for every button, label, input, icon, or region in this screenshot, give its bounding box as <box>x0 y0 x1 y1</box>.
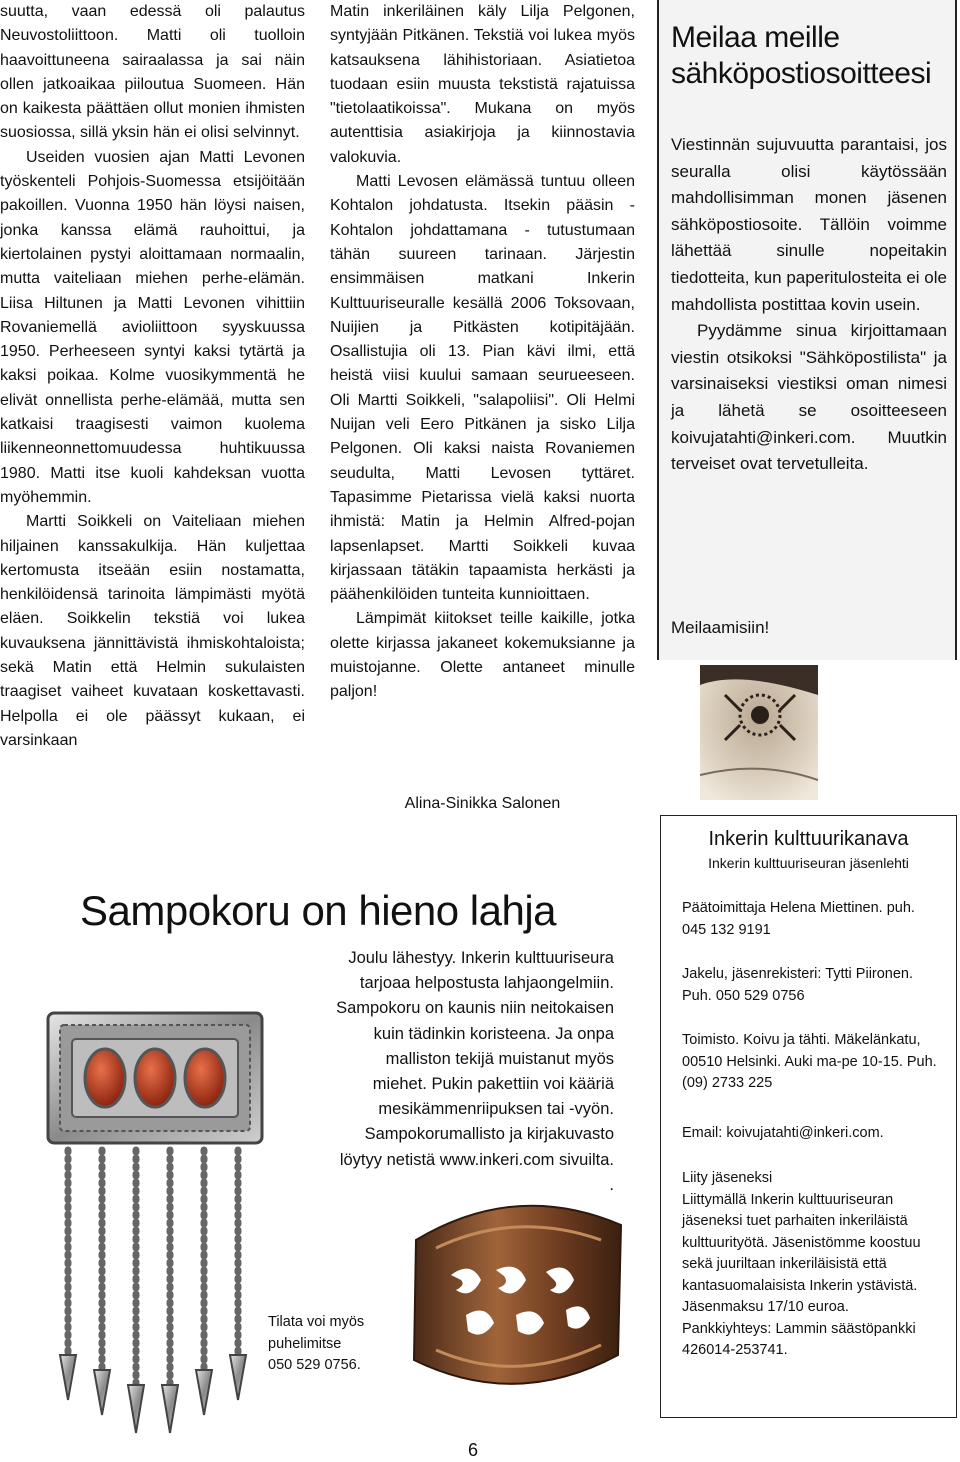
magazine-title: Inkerin kulttuurikanava <box>708 828 909 850</box>
article-paragraph: Matti Levosen elämässä tuntuu olleen Kohtalon johdatusta. Itsekin pääsin - Kohtalon johdattamana - tutustumaan tähän suureen tarinaan. Järjestin ensimmäisen matkani Inkerin Kulttuuriseuralle kesällä 2006 Toksovaan, Nuijien ja Pitkästen kotipitäjään. Osallistujia oli 13. Pian kävi ilmi, että heistä viisi kuului samaan seurueeseen. Oli Martti Soikkeli, "salapoliisi". Oli Helmi Nuijan veli Eero Pitkänen ja sisko Lilja Pelgonen. Oli kaksi naista Rovaniemen seudulta, Matti Levosen tyttäret. Tapasimme Pietarissa vielä kaksi nuorta ihmistä: Matin ja Helmin Alfred-pojan lapsenlapset. Martti Soikkeli kuvaa kirjassaan tätäkin tapaamista herkästi ja päähenkilöiden tunteita kunnioittaen. <box>330 173 635 604</box>
article-paragraph: Matin inkeriläinen käly Lilja Pelgonen, syntyjään Pitkänen. Tekstiä voi lukea myös katsauksena lähihistoriaan. Asiatietoa tuodaan esiin muusta tekstistä rajatuissa "tietolaatikoissa". Mukana on myös autenttisia asiakirjoja ja kiinnostavia valokuvia. <box>330 3 635 166</box>
sampokoru-line: tarjoaa helpostusta lahjaongelmiin. <box>359 974 614 993</box>
article-column-2 <box>330 0 635 705</box>
bank-info: Pankkiyhteys: Lammin säästöpankki 426014-253741. <box>682 1320 916 1358</box>
office-info: Toimisto. Koivu ja tähti. Mäkelänkatu, 00510 Helsinki. Auki ma-pe 10-15. Puh. (09) 2733 225 <box>682 1032 937 1091</box>
article-paragraph: Useiden vuosien ajan Matti Levonen työskenteli Pohjois-Suomessa etsijöitään pakoillen. Vuonna 1950 hän löysi naisen, jonka kanssa elämä rauhoittui, ja kiertolainen pystyi aloittamaan normaalin, mutta vaiteliaan miehen perhe-elämän. Liisa Hiltunen ja Matti Levonen vihittiin Rovaniemellä avioliittoon syyskuussa 1950. Perheeseen syntyi kaksi tytärtä ja kaksi poikaa. Kolme vuosikymmentä he elivät onnellista perhe-elämää, mutta sen katkaisi traagisesti vaimon kuolema liikenneonnettomuudessa huhtikuussa 1980. Matti itse kuoli kahdeksan vuotta myöhemmin. <box>0 148 305 506</box>
brooch-pendant-icon <box>40 1005 270 1440</box>
email-box-title <box>671 20 955 92</box>
sampokoru-line: Sampokorumallisto ja kirjakuvasto <box>364 1125 614 1144</box>
author-signature: Alina-Sinikka Salonen <box>404 795 561 812</box>
embroidery-icon <box>700 665 818 800</box>
article-column-1 <box>0 0 305 753</box>
article-paragraph: Lämpimät kiitokset teille kaikille, jotka olette kirjassa jakaneet kokemuksianne ja muistojanne. Olette antaneet minulle paljon! <box>330 610 635 701</box>
sampokoru-line: Joulu lähestyy. Inkerin kulttuuriseura <box>348 949 614 967</box>
email-box-paragraph: Viestinnän sujuvuutta parantaisi, jos seuralla olisi käytössään mahdollisimman monen jäsenen sähköpostiosoite. Tällöin voimme lähettää sinulle nopeitakin tiedotteita, kun paperitulosteita ei ole mahdollista postittaa kovin usein. <box>671 135 947 314</box>
membership-section <box>682 1168 940 1362</box>
page-number: 6 <box>468 1440 479 1460</box>
phone-number: 050 529 0756. <box>268 1357 361 1373</box>
order-phone-note <box>268 1312 398 1377</box>
email-box-sign: Meilaamisiin! <box>671 618 770 637</box>
magazine-info-box <box>660 815 957 1418</box>
sampokoru-line: malliston tekijä muistanut myös <box>385 1049 614 1068</box>
bronze-ring-icon <box>396 1180 636 1410</box>
article-paragraph: Martti Soikkeli on Vaiteliaan miehen hiljainen kanssakulkija. Hän kuljettaa kertomusta itseään esiin nostamatta, henkilöidensä tarinoita lämpimästi myötä eläen. Soikkelin tekstiä voi lukea kuvauksena jännittävistä ihmiskohtaloista; sekä Matin että Helmin sukulaisten traagiset vaiheet kuvataan koskettavasti. Helpolla ei ole päässyt kukaan, ei varsinkaan <box>0 513 305 749</box>
sampokoru-line: löytyy netistä www.inkeri.com sivuilta. <box>339 1150 614 1169</box>
sampokoru-line: kuin tädinkin koristeena. Ja onpa <box>373 1024 614 1043</box>
phone-line: puhelimitse <box>268 1335 342 1352</box>
email-box-title-line2: sähköpostiosoitteesi <box>671 57 932 90</box>
email-info: Email: koivujatahti@inkeri.com. <box>682 1125 884 1141</box>
sampokoru-title: Sampokoru on hieno lahja <box>80 887 557 934</box>
distribution-info: Jakelu, jäsenrekisteri: Tytti Piironen. Puh. 050 529 0756 <box>682 966 914 1004</box>
sampokoru-line: mesikämmenriipuksen tai -vyön. <box>378 1100 614 1119</box>
email-box-title-line1: Meilaa meille <box>671 21 840 54</box>
sampokoru-line: . <box>609 1175 614 1194</box>
membership-fee: Jäsenmaksu 17/10 euroa. <box>682 1299 849 1315</box>
sampokoru-text <box>262 946 614 1198</box>
membership-text: Liittymällä Inkerin kulttuuriseuran jäseneksi tuet parhaiten inkeriläistä kulttuurityötä. Jäsenistömme koostuu sekä juuriltaan inkeriläisistä että kantasuomalaisista Inkerin ystävistä. <box>682 1191 921 1294</box>
email-info-box <box>657 0 957 660</box>
email-box-paragraph: Pyydämme sinua kirjoittamaan viestin otsikoksi "Sähköpostilista" ja varsinaiseksi viestiksi oman nimesi ja lähetä se osoitteeseen koivujatahti@inkeri.com. Muutkin terveiset ovat tervetulleita. <box>671 321 947 474</box>
sampokoru-line: Sampokoru on kaunis niin neitokaisen <box>336 999 614 1018</box>
article-paragraph: suutta, vaan edessä oli palautus Neuvostoliittoon. Matti oli tuolloin haavoittuneena sairaalassa ja sai näin ollen jatkoaikaa piiloutua Suomeen. Hän on kaikesta päättäen ollut monien ihmisten suosiossa, sillä yksin hän ei olisi selvinnyt. <box>0 3 305 142</box>
email-box-body <box>671 132 947 478</box>
membership-title: Liity jäseneksi <box>682 1170 773 1186</box>
phone-line: Tilata voi myös <box>268 1314 365 1330</box>
sampokoru-line: miehet. Pukin pakettiin voi kääriä <box>372 1075 614 1094</box>
editor-info: Päätoimittaja Helena Miettinen. puh. 045 132 9191 <box>682 900 915 938</box>
magazine-subtitle: Inkerin kulttuuriseuran jäsenlehti <box>708 855 909 871</box>
embroidery-photo <box>700 665 818 800</box>
